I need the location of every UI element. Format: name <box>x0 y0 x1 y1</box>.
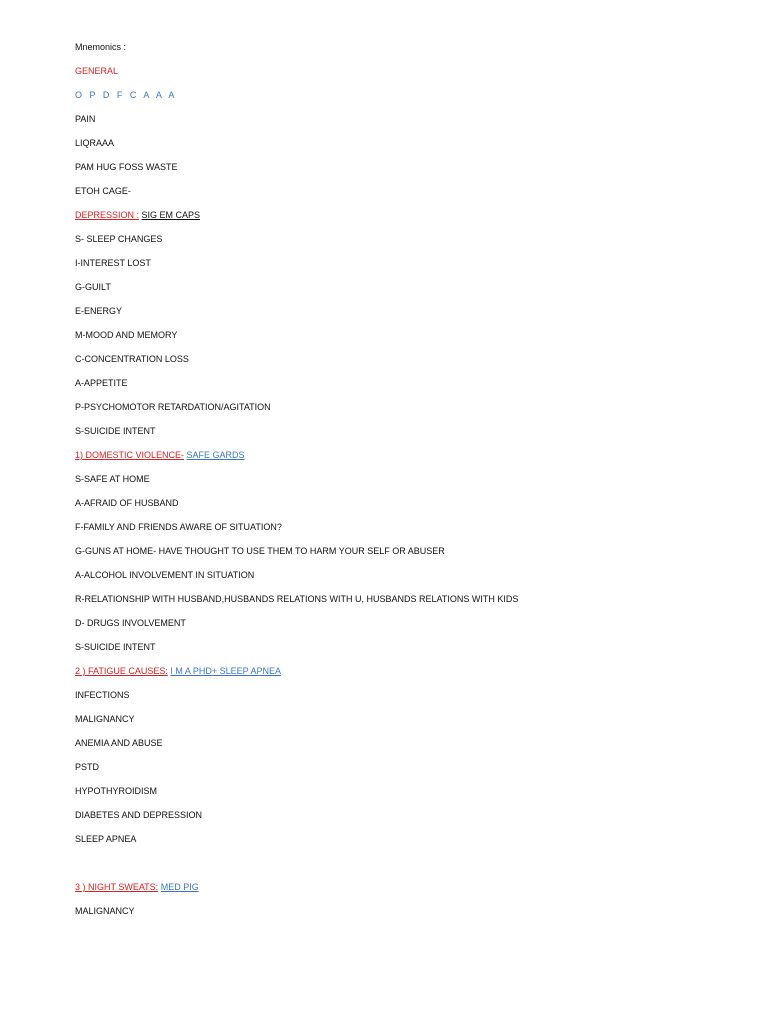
domestic-violence-mnemonic: SAFE GARDS <box>186 450 245 460</box>
fatigue-item: ANEMIA AND ABUSE <box>75 738 163 748</box>
depression-item: E-ENERGY <box>75 306 123 316</box>
document-body <box>75 41 735 929</box>
general-mnemonic: O P D F C A A A <box>75 90 177 100</box>
depression-item: I-INTEREST LOST <box>75 258 151 268</box>
domestic-violence-item: A-ALCOHOL INVOLVEMENT IN SITUATION <box>75 570 255 580</box>
fatigue-item: SLEEP APNEA <box>75 834 137 844</box>
night-sweats-item: MALIGNANCY <box>75 906 135 916</box>
general-item: PAM HUG FOSS WASTE <box>75 162 178 172</box>
general-item: LIQRAAA <box>75 138 115 148</box>
domestic-violence-item: R-RELATIONSHIP WITH HUSBAND,HUSBANDS RELATIONS WITH U, HUSBANDS RELATIONS WITH KIDS <box>75 594 519 604</box>
fatigue-mnemonic: I M A PHD+ SLEEP APNEA <box>170 666 282 676</box>
depression-heading <box>75 209 735 233</box>
depression-item: S- SLEEP CHANGES <box>75 234 163 244</box>
blank-line <box>75 857 735 881</box>
document-title: Mnemonics : <box>75 42 127 52</box>
fatigue-item: MALIGNANCY <box>75 714 135 724</box>
depression-item: M-MOOD AND MEMORY <box>75 330 178 340</box>
night-sweats-label: 3 ) NIGHT SWEATS: <box>75 882 159 892</box>
depression-item: S-SUICIDE INTENT <box>75 426 156 436</box>
depression-item: C-CONCENTRATION LOSS <box>75 354 189 364</box>
fatigue-heading <box>75 665 735 689</box>
domestic-violence-item: D- DRUGS INVOLVEMENT <box>75 618 186 628</box>
general-item: ETOH CAGE- <box>75 186 131 196</box>
domestic-violence-item: G-GUNS AT HOME- HAVE THOUGHT TO USE THEM TO HARM YOUR SELF OR ABUSER <box>75 546 445 556</box>
domestic-violence-heading <box>75 449 735 473</box>
domestic-violence-label: 1) DOMESTIC VIOLENCE- <box>75 450 185 460</box>
domestic-violence-item: A-AFRAID OF HUSBAND <box>75 498 179 508</box>
domestic-violence-item: F-FAMILY AND FRIENDS AWARE OF SITUATION? <box>75 522 282 532</box>
night-sweats-mnemonic: MED PIG <box>160 882 199 892</box>
fatigue-label: 2 ) FATIGUE CAUSES: <box>75 666 168 676</box>
depression-label: DEPRESSION : <box>75 210 140 220</box>
depression-item: G-GUILT <box>75 282 111 292</box>
depression-mnemonic: SIG EM CAPS <box>141 210 201 220</box>
night-sweats-heading <box>75 881 735 905</box>
domestic-violence-item: S-SUICIDE INTENT <box>75 642 156 652</box>
fatigue-item: PSTD <box>75 762 100 772</box>
fatigue-item: HYPOTHYROIDISM <box>75 786 158 796</box>
domestic-violence-item: S-SAFE AT HOME <box>75 474 150 484</box>
depression-item: A-APPETITE <box>75 378 128 388</box>
fatigue-item: DIABETES AND DEPRESSION <box>75 810 203 820</box>
general-item: PAIN <box>75 114 96 124</box>
fatigue-item: INFECTIONS <box>75 690 130 700</box>
depression-item: P-PSYCHOMOTOR RETARDATION/AGITATION <box>75 402 271 412</box>
general-heading: GENERAL <box>75 66 119 76</box>
